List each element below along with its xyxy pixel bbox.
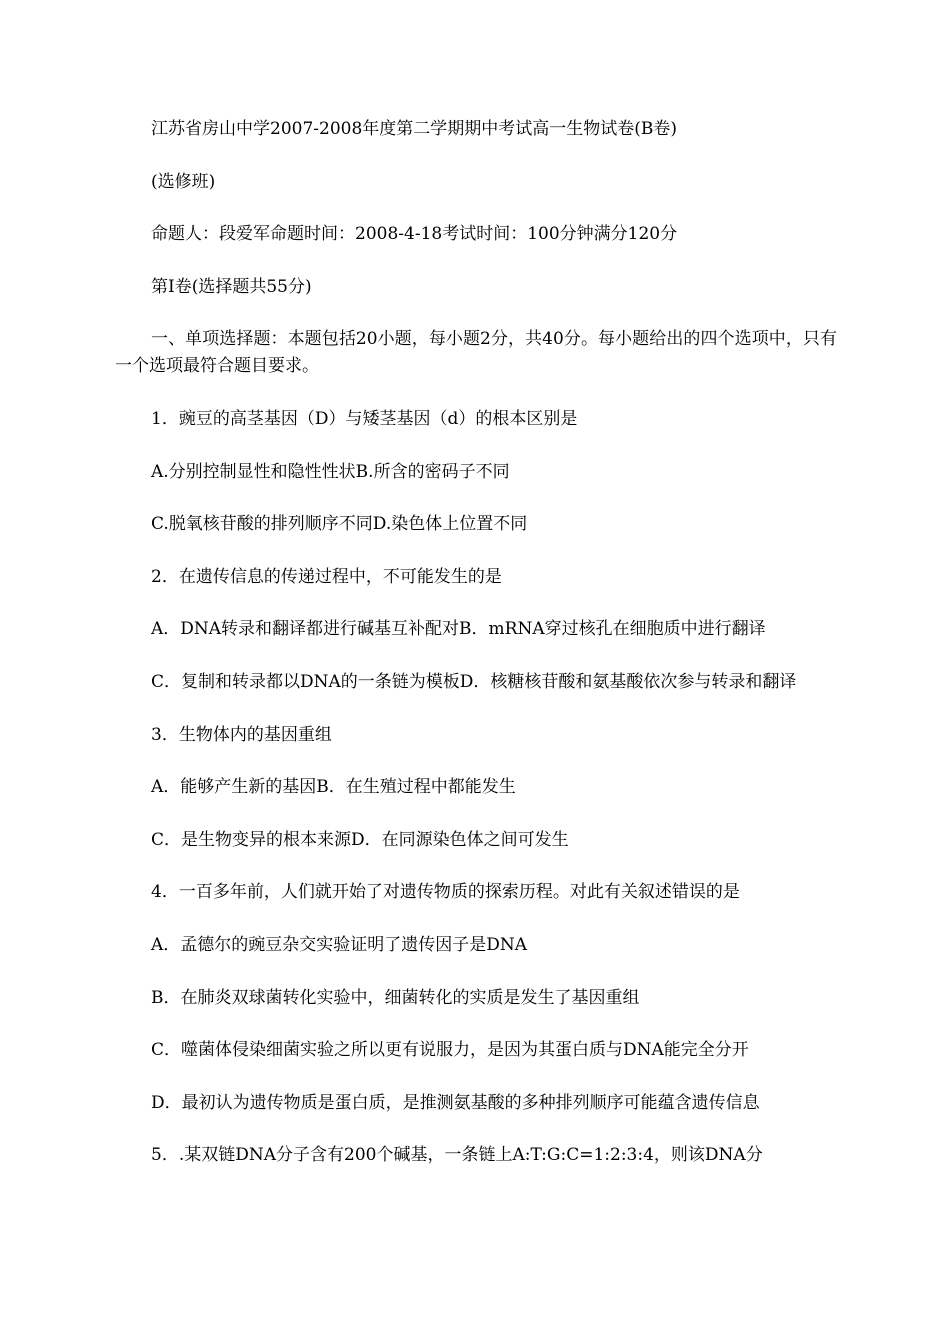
question-4-stem: 4．一百多年前，人们就开始了对遗传物质的探索历程。对此有关叙述错误的是 [151, 882, 740, 903]
question-3-option-ab: A．能够产生新的基因B．在生殖过程中都能发生 [151, 777, 516, 798]
question-4-option-d: D．最初认为遗传物质是蛋白质，是推测氨基酸的多种排列顺序可能蕴含遗传信息 [151, 1092, 760, 1113]
question-1-option-ab: A.分别控制显性和隐性性状B.所含的密码子不同 [151, 461, 510, 482]
question-2-option-cd: C．复制和转录都以DNA的一条链为模板D．核糖核苷酸和氨基酸依次参与转录和翻译 [151, 671, 797, 692]
part-heading: 第Ⅰ卷(选择题共55分) [151, 276, 312, 297]
exam-paper [115, 116, 837, 1169]
exam-subtitle: (选修班) [151, 171, 216, 192]
question-3-option-cd: C．是生物变异的根本来源D．在同源染色体之间可发生 [151, 829, 569, 850]
exam-title: 江苏省房山中学2007-2008年度第二学期期中考试高一生物试卷(B卷) [151, 119, 678, 139]
question-1-option-cd: C.脱氧核苷酸的排列顺序不同D.染色体上位置不同 [151, 514, 528, 535]
question-4-option-c: C．噬菌体侵染细菌实验之所以更有说服力，是因为其蛋白质与DNA能完全分开 [151, 1040, 749, 1061]
question-4-option-b: B．在肺炎双球菌转化实验中，细菌转化的实质是发生了基因重组 [151, 987, 640, 1008]
question-2-option-ab: A．DNA转录和翻译都进行碱基互补配对B．mRNA穿过核孔在细胞质中进行翻译 [151, 619, 766, 640]
section-intro: 一、单项选择题：本题包括20小题，每小题2分，共40分。每小题给出的四个选项中，只有一个选项最符合题目要求。 [115, 329, 837, 377]
question-3-stem: 3．生物体内的基因重组 [151, 724, 332, 745]
question-5-stem: 5．.某双链DNA分子含有200个碱基，一条链上A:T:G:C=1:2:3:4，则该DNA分 [151, 1145, 763, 1166]
question-2-stem: 2．在遗传信息的传递过程中，不可能发生的是 [151, 566, 502, 587]
question-4-option-a: A．孟德尔的豌豆杂交实验证明了遗传因子是DNA [151, 934, 528, 955]
question-1-stem: 1．豌豆的高茎基因（D）与矮茎基因（d）的根本区别是 [151, 408, 578, 429]
exam-meta: 命题人：段爱军命题时间：2008-4-18考试时间：100分钟满分120分 [151, 224, 678, 245]
